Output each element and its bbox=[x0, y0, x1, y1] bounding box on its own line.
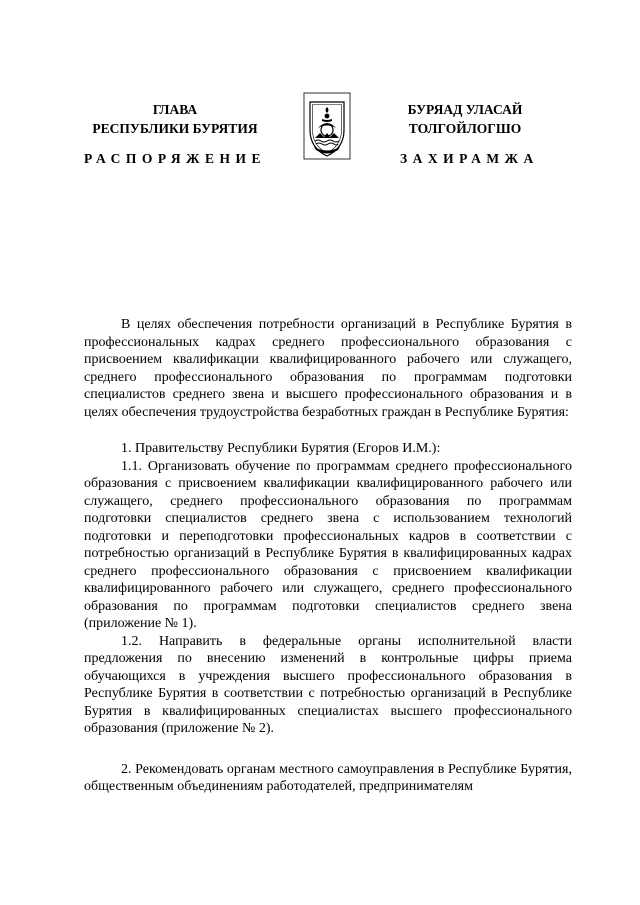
issuer-title-line2-buryat: ТОЛГОЙЛОГШО bbox=[408, 121, 522, 136]
document-type-buryat: ЗАХИРАМЖА bbox=[400, 151, 539, 166]
issuer-header-buryat bbox=[385, 100, 545, 138]
issuer-header-russian bbox=[90, 100, 260, 138]
clause-1-2: 1.2. Направить в федеральные органы исполнительной власти предложения по внесению изменений в контрольные цифры приема обучающихся в учреждения высшего профессионального образования в Республике Бурятия в соответствии с потребностью организаций в Республике Бурятия в квалифицированных специалистах высшего профессионального образования (приложение № 2). bbox=[84, 633, 572, 736]
preamble-paragraph: В целях обеспечения потребности организаций в Республике Бурятия в профессиональных кадрах среднего профессионального образования с присвоением квалификации квалифицированного рабочего или служащего, среднего профессионального образования по программам подготовки специалистов среднего звена и высшего профессионального образования и в целях обеспечения трудоустройства безработных граждан в Республике Бурятия: bbox=[84, 317, 572, 420]
issuer-title-line1: ГЛАВА bbox=[152, 102, 198, 117]
clause-2: 2. Рекомендовать органам местного самоуправления в Республике Бурятия, общественным объединениям работодателей, предпринимателям bbox=[84, 761, 572, 794]
document-type-russian: РАСПОРЯЖЕНИЕ bbox=[84, 151, 267, 166]
clause-1: 1. Правительству Республики Бурятия (Егоров И.М.): bbox=[121, 441, 441, 456]
issuer-title-line1-buryat: БУРЯАД УЛАСАЙ bbox=[407, 102, 523, 117]
clause-1-1: 1.1. Организовать обучение по программам среднего профессионального образования с присвоением квалификации квалифицированного рабочего или служащего, среднего профессионального образования по программам подготовки специалистов среднего звена с использованием технологий подготовки и переподготовки профессиональных кадров в соответствии с потребностью организаций в Республике Бурятия в квалифицированных кадрах среднего профессионального образования с присвоением квалификации квалифицированного рабочего или служащего, среднего профессионального образования по программам подготовки специалистов среднего звена (приложение № 1). bbox=[84, 458, 572, 631]
document-body bbox=[84, 316, 572, 796]
coat-of-arms-icon bbox=[303, 92, 351, 160]
issuer-title-line2: РЕСПУБЛИКИ БУРЯТИЯ bbox=[92, 121, 258, 136]
